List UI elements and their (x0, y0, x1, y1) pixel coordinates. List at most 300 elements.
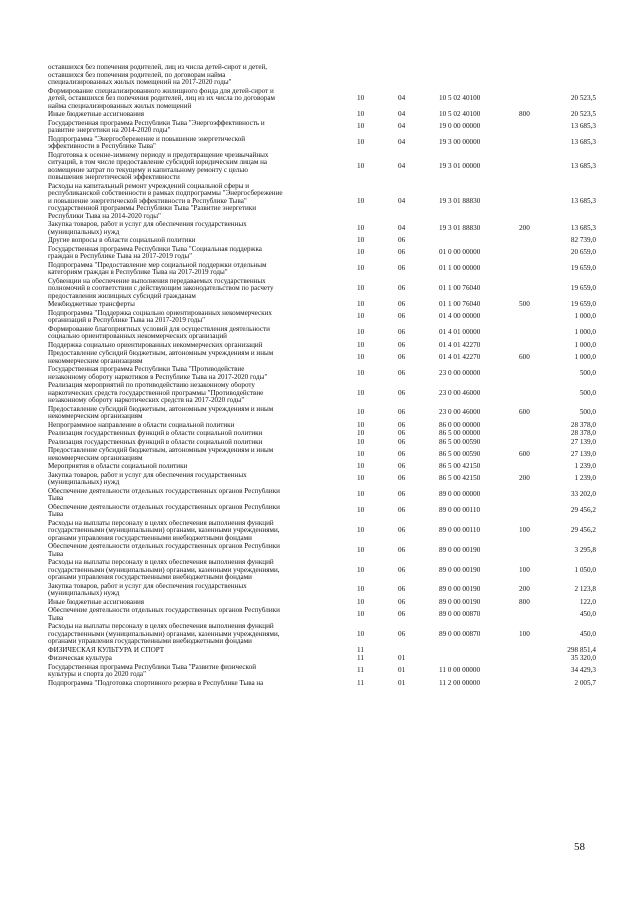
row-amount: 33 202,0 (570, 490, 596, 499)
row-target-article: 10 5 02 40100 (439, 110, 481, 118)
row-section-code: 10 (357, 526, 365, 534)
row-name (48, 136, 348, 151)
row-name (48, 246, 348, 261)
row-target-article: 23 0 00 46000 (439, 408, 481, 417)
table-row (0, 472, 640, 487)
row-section-code: 10 (357, 597, 365, 606)
row-target-article: 89 0 00 00190 (439, 545, 481, 554)
row-name (48, 623, 348, 646)
row-target-article: 89 0 00 00110 (439, 506, 481, 515)
row-name-line: Предоставление субсидий бюджетным, автономным учреждениям и иным (48, 405, 274, 413)
table-row (0, 262, 640, 277)
row-name-line: детей, оставшихся без попечения родителей, лиц из их числа по договорам (48, 94, 276, 102)
table-row (0, 406, 640, 421)
row-section-code: 10 (357, 161, 365, 170)
row-name (48, 301, 348, 309)
row-amount: 20 659,0 (570, 248, 596, 257)
table-row (0, 488, 640, 503)
table-row (0, 221, 640, 236)
row-section-code: 11 (357, 645, 364, 654)
row-subsection-code: 04 (398, 223, 406, 232)
row-name (48, 88, 348, 111)
row-subsection-code: 04 (398, 196, 406, 205)
row-subsection-code: 06 (398, 352, 406, 361)
row-subsection-code: 06 (398, 545, 406, 554)
row-amount: 13 685,3 (570, 138, 596, 147)
row-name (48, 447, 348, 462)
row-section-code: 10 (357, 609, 365, 618)
row-subsection-code: 06 (398, 597, 406, 606)
row-name-line: государственными (муниципальными) органами, казенными учреждениями, (48, 526, 280, 534)
row-expense-type: 600 (519, 352, 530, 361)
table-row (0, 583, 640, 598)
row-target-article: 01 0 00 00000 (439, 248, 481, 257)
row-name-line: Иные бюджетные ассигнования (48, 111, 145, 118)
row-subsection-code: 01 (398, 654, 406, 662)
row-section-code: 10 (357, 629, 365, 638)
row-name (48, 655, 348, 663)
table-row (0, 623, 640, 646)
row-subsection-code: 06 (398, 629, 406, 638)
row-name-line: Реализация мероприятий по противодействию незаконному обороту (48, 382, 255, 389)
row-name-line: Реализация государственных функций в области социальной политики (48, 430, 263, 437)
row-subsection-code: 06 (398, 300, 406, 308)
row-subsection-code: 04 (398, 138, 406, 147)
row-target-article: 19 3 00 00000 (439, 138, 481, 147)
row-name (48, 237, 348, 245)
row-name-line: Тыва (48, 549, 64, 558)
row-name-line: эффективности в Республике Тыва" (48, 142, 156, 150)
row-name-line: развитие энергетики на 2014-2020 годы" (48, 126, 171, 134)
row-amount: 2 005,7 (574, 678, 596, 687)
row-name-line: Подпрограмма "Предоставление мер социальной поддержки отдельным (48, 261, 267, 269)
row-section-code: 10 (357, 352, 365, 361)
table-row (0, 88, 640, 111)
row-subsection-code: 06 (398, 429, 406, 437)
row-name-line: Государственная программа Республики Тыва "Развитие физической (48, 663, 256, 671)
row-amount: 27 139,0 (570, 449, 596, 458)
row-target-article: 19 0 00 00000 (439, 122, 481, 131)
table-row (0, 655, 640, 663)
row-subsection-code: 06 (398, 506, 406, 515)
row-name-line: Физическая культура (48, 655, 112, 662)
row-target-article: 86 5 00 00590 (439, 449, 481, 458)
row-target-article: 89 0 00 00870 (439, 629, 481, 638)
row-subsection-code: 06 (398, 420, 406, 429)
row-section-code: 10 (357, 420, 365, 429)
row-section-code: 10 (357, 94, 365, 102)
row-name (48, 310, 348, 325)
row-name (48, 583, 348, 598)
row-name (48, 664, 348, 679)
row-name-line: Поддержка социально ориентированных некоммерческих организаций (48, 341, 263, 349)
row-name-line: государственными (муниципальными) органами, казенными учреждениями, (48, 565, 280, 574)
row-name-line: социально ориентированных некоммерческих организаций (48, 332, 227, 340)
row-name (48, 342, 348, 350)
row-name (48, 488, 348, 503)
row-section-code: 10 (357, 284, 365, 292)
row-name-line: Обеспечение деятельности отдельных государственных органов Республики (48, 607, 280, 614)
row-name-line: оставшихся без попечения родителей, лиц из числа детей-сирот и детей, (48, 64, 268, 71)
row-target-article: 11 2 00 00000 (439, 678, 481, 687)
row-section-code: 10 (357, 368, 365, 377)
row-amount: 122,0 (579, 597, 596, 606)
row-name-line: Подпрограмма "Поддержка социально ориентированных некоммерческих (48, 309, 272, 317)
row-subsection-code: 06 (398, 340, 406, 349)
row-section-code: 10 (357, 300, 365, 308)
row-name-line: республиканской собственности в рамках подпрограммы "Энергосбережение (48, 189, 283, 197)
row-target-article: 01 4 01 42270 (439, 352, 481, 361)
page-number: 58 (574, 841, 585, 853)
row-section-code: 10 (357, 506, 365, 515)
row-amount: 20 523,5 (570, 94, 596, 102)
row-target-article: 23 0 00 00000 (439, 368, 481, 377)
row-subsection-code: 06 (398, 248, 406, 257)
row-target-article: 89 0 00 00190 (439, 585, 481, 594)
row-target-article: 86 5 00 42150 (439, 462, 481, 470)
row-name-line: ФИЗИЧЕСКАЯ КУЛЬТУРА И СПОРТ (48, 646, 165, 654)
row-subsection-code: 06 (398, 462, 406, 470)
row-amount: 1 239,0 (574, 462, 596, 470)
row-target-article: 86 5 00 00000 (439, 429, 481, 437)
row-amount: 1 050,0 (574, 565, 596, 574)
row-name-line: Расходы на капитальный ремонт учреждений социальной сферы и (48, 182, 250, 190)
table-row (0, 301, 640, 309)
row-subsection-code: 06 (398, 408, 406, 417)
row-name-line: Тыва (48, 613, 64, 622)
row-subsection-code: 06 (398, 264, 406, 273)
row-name (48, 463, 348, 471)
row-expense-type: 600 (519, 408, 530, 417)
row-expense-type: 600 (519, 449, 530, 458)
row-name (48, 599, 348, 607)
row-name (48, 326, 348, 341)
row-subsection-code: 06 (398, 585, 406, 594)
row-section-code: 10 (357, 585, 365, 594)
row-section-code: 10 (357, 408, 365, 417)
row-amount: 13 685,3 (570, 122, 596, 131)
row-expense-type: 100 (519, 565, 530, 574)
row-amount: 2 123,8 (574, 585, 596, 594)
row-name-line: Иные бюджетные ассигнования (48, 598, 145, 606)
row-target-article: 23 0 00 46000 (439, 388, 481, 397)
row-section-code: 10 (357, 312, 365, 321)
row-section-code: 10 (357, 545, 365, 554)
row-section-code: 10 (357, 340, 365, 349)
row-name-line: Предоставление субсидий бюджетным, автономным учреждениям и иным (48, 447, 274, 454)
row-target-article: 89 0 00 00870 (439, 609, 481, 618)
table-row (0, 350, 640, 365)
row-name (48, 350, 348, 365)
row-section-code: 10 (357, 490, 365, 499)
row-name (48, 382, 348, 405)
row-name-line: незаконному обороту наркотических средств на 2017-2020 годы" (48, 396, 245, 404)
row-name-line: Подпрограмма "Энергосбережение и повышение энергетической (48, 135, 246, 143)
row-name-line: Мероприятия в области социальной политики (48, 463, 188, 470)
row-target-article: 86 5 00 42150 (439, 474, 481, 483)
row-target-article: 01 1 00 76040 (439, 284, 481, 292)
row-section-code: 10 (357, 196, 365, 205)
row-amount: 500,0 (579, 368, 596, 377)
row-expense-type: 200 (519, 223, 530, 232)
row-amount: 1 000,0 (574, 340, 596, 349)
row-name (48, 120, 348, 135)
table-row (0, 246, 640, 261)
row-expense-type: 800 (519, 110, 530, 118)
row-amount: 1 239,0 (574, 474, 596, 483)
row-name-line: Государственная программа Республики Тыва "Социальная поддержка (48, 245, 262, 253)
row-name-line: Государственная программа Республики Тыва "Противодействие (48, 366, 245, 373)
row-name-line: возмещение затрат по текущему и капитальному ремонту с целью (48, 165, 248, 174)
row-amount: 13 685,3 (570, 196, 596, 205)
table-row (0, 680, 640, 688)
row-name-line: Предоставление субсидий бюджетным, автономным учреждениям и иным (48, 350, 274, 357)
row-name (48, 543, 348, 558)
row-name-line: некоммерческим организациям (48, 453, 143, 462)
row-section-code: 10 (357, 138, 365, 147)
row-target-article: 89 0 00 00110 (439, 526, 481, 534)
row-amount: 500,0 (579, 408, 596, 417)
row-subsection-code: 06 (398, 565, 406, 574)
row-expense-type: 100 (519, 526, 530, 534)
row-section-code: 11 (357, 666, 364, 675)
row-name-line: найма специализированных жилых помещений (48, 101, 192, 110)
table-row (0, 504, 640, 519)
row-subsection-code: 06 (398, 449, 406, 458)
row-name-line: Межбюджетные трансферты (48, 301, 135, 308)
row-amount: 19 659,0 (570, 264, 596, 273)
row-subsection-code: 04 (398, 122, 406, 131)
row-subsection-code: 01 (398, 666, 406, 675)
table-row (0, 607, 640, 622)
row-section-code: 10 (357, 223, 365, 232)
table-row (0, 447, 640, 462)
table-row (0, 520, 640, 543)
row-target-article: 89 0 00 00000 (439, 490, 481, 499)
row-name-line: Непрограммное направление в области социальной политики (48, 421, 235, 429)
row-name-line: Формирование специализированного жилищного фонда для детей-сирот и (48, 87, 274, 95)
row-name (48, 278, 348, 301)
row-amount: 500,0 (579, 388, 596, 397)
row-name-line: органами управления государственными внебюджетными фондами (48, 533, 252, 542)
row-expense-type: 100 (519, 629, 530, 638)
row-name-line: Тыва (48, 510, 64, 518)
row-target-article: 10 5 02 40100 (439, 94, 481, 102)
row-section-code: 10 (357, 388, 365, 397)
row-name-line: культуры и спорта до 2020 года" (48, 670, 146, 678)
row-name-line: (муниципальных) нужд (48, 227, 120, 236)
table-row (0, 342, 640, 350)
row-amount: 3 295,8 (574, 545, 596, 554)
row-amount: 35 320,0 (570, 654, 596, 662)
row-target-article: 19 3 01 88830 (439, 223, 481, 232)
row-target-article: 89 0 00 00190 (439, 597, 481, 606)
row-name-line: (муниципальных) нужд (48, 589, 120, 597)
row-name-line: предоставления жилищных субсидий гражданам (48, 291, 196, 300)
row-name-line: категориям граждан в Республике Тыва на 2017-2019 годы" (48, 268, 228, 276)
row-name (48, 422, 348, 430)
row-section-code: 10 (357, 462, 365, 470)
row-name-line: и повышение энергетической эффективности в Республике Тыва" (48, 196, 247, 205)
row-name (48, 559, 348, 582)
row-target-article: 01 4 01 42270 (439, 340, 481, 349)
row-name-line: Формирование благоприятных условий для осуществления деятельности (48, 325, 270, 333)
table-row (0, 422, 640, 430)
row-target-article: 01 4 00 00000 (439, 312, 481, 321)
row-subsection-code: 06 (398, 368, 406, 377)
table-row (0, 64, 640, 87)
row-name-line: Закупка товаров, работ и услуг для обеспечения государственных (48, 582, 247, 590)
table-row (0, 599, 640, 607)
row-target-article: 01 1 00 76040 (439, 300, 481, 308)
row-subsection-code: 06 (398, 609, 406, 618)
row-name-line: ситуаций, в том числе предоставление субсидий юридическим лицам на (48, 158, 268, 166)
row-subsection-code: 06 (398, 328, 406, 337)
row-name-line: незаконному обороту наркотиков в Республике Тыва на 2017-2020 годы" (48, 372, 268, 381)
row-name-line: полномочий в соответствии с действующим законодательством по расчету (48, 284, 274, 292)
row-subsection-code: 04 (398, 94, 406, 102)
row-section-code: 10 (357, 264, 365, 273)
row-subsection-code: 04 (398, 161, 406, 170)
row-target-article: 89 0 00 00190 (439, 565, 481, 574)
row-name (48, 366, 348, 381)
row-section-code: 10 (357, 122, 365, 131)
table-row (0, 382, 640, 405)
row-subsection-code: 06 (398, 388, 406, 397)
row-amount: 20 523,5 (570, 110, 596, 118)
row-name (48, 439, 348, 447)
row-amount: 19 659,0 (570, 300, 596, 308)
row-amount: 29 456,2 (570, 526, 596, 534)
row-name-line: Обеспечение деятельности отдельных государственных органов Республики (48, 487, 280, 495)
row-name-line: повышения энергетической эффективности (48, 173, 180, 181)
table-row (0, 366, 640, 381)
row-section-code: 11 (357, 654, 364, 662)
row-name (48, 647, 348, 655)
row-section-code: 10 (357, 236, 365, 244)
row-amount: 28 378,0 (570, 420, 596, 429)
table-row (0, 136, 640, 151)
row-name-line: организаций в Республике Тыва на 2017-2019 годы" (48, 316, 206, 324)
table-row (0, 326, 640, 341)
row-name (48, 111, 348, 119)
row-subsection-code: 06 (398, 490, 406, 499)
row-section-code: 10 (357, 449, 365, 458)
row-amount: 28 378,0 (570, 429, 596, 437)
row-section-code: 11 (357, 678, 364, 687)
row-subsection-code: 01 (398, 678, 406, 687)
row-amount: 450,0 (579, 629, 596, 638)
row-name-line: Расходы на выплаты персоналу в целях обеспечения выполнения функций (48, 623, 274, 630)
row-target-article: 19 3 01 00000 (439, 161, 481, 170)
row-amount: 27 139,0 (570, 437, 596, 446)
row-name-line: Реализация государственных функций в области социальной политики (48, 438, 263, 446)
row-expense-type: 800 (519, 597, 530, 606)
row-name-line: Другие вопросы в области социальной политики (48, 237, 196, 244)
table-row (0, 278, 640, 301)
row-name-line: Подпрограмма "Подготовка спортивного резерва в Республике Тыва на (48, 679, 264, 687)
row-name-line: Обеспечение деятельности отдельных государственных органов Республики (48, 543, 280, 550)
row-target-article: 01 4 01 00000 (439, 328, 481, 337)
row-section-code: 10 (357, 437, 365, 446)
row-subsection-code: 06 (398, 236, 406, 244)
row-subsection-code: 06 (398, 284, 406, 292)
row-name (48, 504, 348, 519)
table-row (0, 183, 640, 221)
table-row (0, 664, 640, 679)
row-name-line: государственной программы Республики Тыва "Развитие энергетики (48, 204, 257, 212)
row-name-line: Закупка товаров, работ и услуг для обеспечения государственных (48, 221, 247, 228)
row-amount: 82 739,0 (570, 236, 596, 244)
row-target-article: 01 1 00 00000 (439, 264, 481, 273)
table-row (0, 237, 640, 245)
row-name-line: некоммерческим организациям (48, 356, 143, 365)
row-subsection-code: 04 (398, 110, 406, 118)
row-name-line: оставшихся без попечения родителей, по договорам найма (48, 70, 226, 79)
row-amount: 13 685,3 (570, 223, 596, 232)
row-amount: 34 429,3 (570, 666, 596, 675)
row-amount: 29 456,2 (570, 506, 596, 515)
row-name (48, 430, 348, 438)
row-target-article: 11 0 00 00000 (439, 666, 481, 675)
table-row (0, 463, 640, 471)
table-row (0, 543, 640, 558)
row-name (48, 406, 348, 421)
row-subsection-code: 06 (398, 526, 406, 534)
row-name-line: Тыва (48, 494, 64, 502)
row-name (48, 64, 348, 87)
table-row (0, 152, 640, 182)
row-subsection-code: 06 (398, 437, 406, 446)
row-name (48, 183, 348, 221)
row-name (48, 262, 348, 277)
row-amount: 1 000,0 (574, 352, 596, 361)
row-name (48, 472, 348, 487)
row-name-line: Подготовка к осенне-зимнему периоду и предотвращение чрезвычайных (48, 151, 269, 159)
row-name-line: органами управления государственными внебюджетными фондами (48, 573, 252, 581)
table-row (0, 120, 640, 135)
table-row (0, 559, 640, 582)
row-section-code: 10 (357, 110, 365, 118)
row-name-line: Государственная программа Республики Тыва "Энергоэффективность и (48, 119, 265, 127)
row-name (48, 221, 348, 236)
row-name-line: Закупка товаров, работ и услуг для обеспечения государственных (48, 471, 247, 479)
row-name-line: Субвенции на обеспечение выполнения передаваемых государственных (48, 277, 266, 285)
row-name (48, 680, 348, 688)
row-name-line: Расходы на выплаты персоналу в целях обеспечения выполнения функций (48, 559, 274, 566)
table-row (0, 111, 640, 119)
row-name-line: государственными (муниципальными) органами, казенными учреждениями, (48, 629, 280, 638)
row-amount: 298 851,4 (567, 645, 596, 654)
row-expense-type: 200 (519, 585, 530, 594)
row-name-line: Республики Тыва на 2014-2020 годы" (48, 211, 161, 220)
table-row (0, 439, 640, 447)
row-name-line: некоммерческим организациям (48, 412, 143, 420)
row-section-code: 10 (357, 328, 365, 337)
row-section-code: 10 (357, 565, 365, 574)
row-amount: 19 659,0 (570, 284, 596, 292)
row-target-article: 19 3 01 88830 (439, 196, 481, 205)
row-expense-type: 500 (519, 300, 530, 308)
row-subsection-code: 06 (398, 474, 406, 483)
row-name (48, 152, 348, 182)
row-subsection-code: 06 (398, 312, 406, 321)
row-expense-type: 200 (519, 474, 530, 483)
row-section-code: 10 (357, 248, 365, 257)
row-section-code: 10 (357, 474, 365, 483)
row-name-line: специализированных жилых помещений на 2017-2020 годы" (48, 78, 232, 86)
row-name-line: граждан в Республике Тыва на 2017-2019 годы" (48, 252, 192, 260)
